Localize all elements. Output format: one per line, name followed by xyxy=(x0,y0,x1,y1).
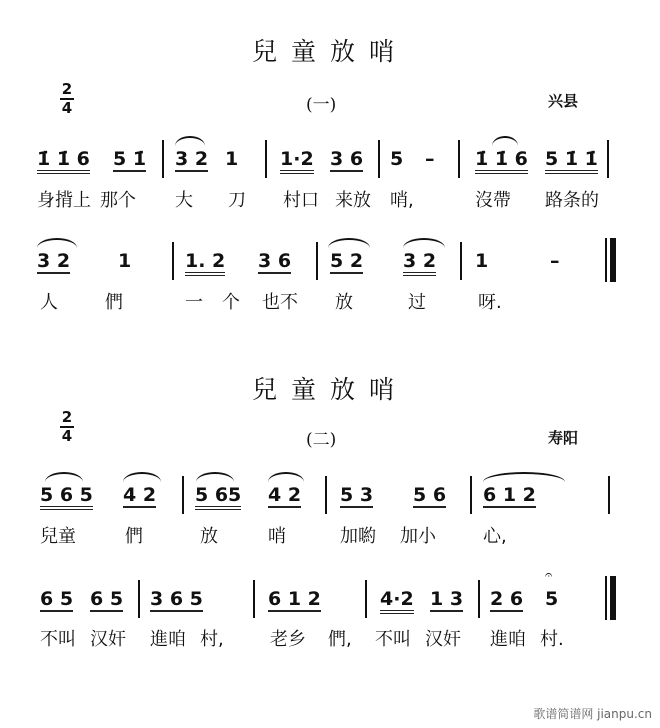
slur xyxy=(196,472,234,482)
lyric-text: 心, xyxy=(483,526,507,547)
note-group: 6 1 2 xyxy=(483,484,536,506)
note-group: – xyxy=(550,250,560,272)
meter-bottom: 4 xyxy=(61,99,73,117)
lyric-text: 們, xyxy=(328,629,352,650)
lyric-text: 不叫 xyxy=(375,629,411,650)
bar-line xyxy=(162,140,164,178)
lyric-text: 沒帶 xyxy=(475,190,511,211)
slur xyxy=(45,472,83,482)
lyric-text: 村. xyxy=(540,629,564,650)
bar-line xyxy=(608,476,610,514)
final-bar-thin xyxy=(605,576,607,620)
bar-line xyxy=(172,242,174,280)
bar-line xyxy=(458,140,460,178)
final-bar-thick xyxy=(610,576,616,620)
lyric-text: 身揹上 xyxy=(37,190,91,211)
lyric-text: 哨, xyxy=(390,190,414,211)
note-group: 5 xyxy=(390,148,404,170)
slur xyxy=(328,238,370,248)
note-group: 3 2 xyxy=(403,250,436,276)
note-group: 1 xyxy=(475,250,489,272)
note-group: 6 5 xyxy=(40,588,74,610)
lyric-text: 加小 xyxy=(400,526,436,547)
time-signature-2 xyxy=(60,410,74,444)
bar-line xyxy=(607,140,609,178)
lyric-text: 加喲 xyxy=(340,526,376,547)
lyric-text: 大 xyxy=(175,190,193,211)
lyric-text: 一 xyxy=(185,292,203,313)
fermata-icon: 𝄐 xyxy=(545,568,553,583)
slur xyxy=(403,238,445,248)
slur xyxy=(483,472,565,482)
note-group: 3 6 5 xyxy=(150,588,203,610)
bar-line xyxy=(316,242,318,280)
song-title-1: 兒童放哨 xyxy=(251,37,408,66)
note-group: 5 1̇ 1̇ xyxy=(545,148,598,174)
bar-line xyxy=(253,580,255,618)
time-signature-1 xyxy=(60,82,74,116)
lyric-text: 進咱 xyxy=(150,629,186,650)
lyric-text: 那个 xyxy=(100,190,136,211)
lyric-text: 們 xyxy=(125,526,143,547)
note-group: 3 6 xyxy=(330,148,364,170)
note-group: 1 xyxy=(225,148,239,170)
lyric-text: 村, xyxy=(200,629,224,650)
slur xyxy=(175,136,205,146)
lyric-text: 汉奸 xyxy=(90,629,126,650)
note-group: 3 2 xyxy=(37,250,71,272)
section-label-2: (二) xyxy=(306,430,337,450)
bar-line xyxy=(460,242,462,280)
lyric-text: 兒童 xyxy=(40,526,76,547)
slur xyxy=(268,472,304,482)
note-group: – xyxy=(425,148,435,170)
bar-line xyxy=(325,476,327,514)
note-group: 2 6 xyxy=(490,588,524,610)
slur xyxy=(492,136,518,146)
note-group: 5 xyxy=(545,588,559,610)
lyric-text: 来放 xyxy=(335,190,371,211)
note-group: 4 2 xyxy=(123,484,157,506)
note-group: 5 2 xyxy=(330,250,364,272)
note-group: 3 6 xyxy=(258,250,292,272)
lyric-text: 村口 xyxy=(283,190,319,211)
note-group: 4 2 xyxy=(268,484,302,506)
note-group: 5 1̇ xyxy=(113,148,147,170)
bar-line xyxy=(265,140,267,178)
lyric-text: 刀 xyxy=(228,190,246,211)
section-label-1: (一) xyxy=(306,95,337,115)
note-group: 5 3 xyxy=(340,484,374,506)
note-group: 1 xyxy=(118,250,132,272)
lyric-text: 路条的 xyxy=(545,190,599,211)
lyric-text: 不叫 xyxy=(40,629,76,650)
lyric-text: 过 xyxy=(408,292,426,313)
lyric-text: 汉奸 xyxy=(425,629,461,650)
lyric-text: 人 xyxy=(40,292,58,313)
bar-line xyxy=(470,476,472,514)
note-group: 5 65 xyxy=(195,484,241,510)
slur xyxy=(37,238,77,248)
note-group: 5 6 5 xyxy=(40,484,93,510)
note-group: 4·2 xyxy=(380,588,414,614)
note-group: 6 1 2 xyxy=(268,588,321,610)
lyric-text: 也不 xyxy=(262,292,298,313)
lyric-text: 老乡 xyxy=(270,629,306,650)
note-group: 5 6 xyxy=(413,484,447,506)
bar-line xyxy=(365,580,367,618)
meter-top: 2 xyxy=(61,80,73,98)
meter-top: 2 xyxy=(61,408,73,426)
region-label-2: 寿阳 xyxy=(548,429,579,447)
lyric-text: 們 xyxy=(105,292,123,313)
lyric-text: 放 xyxy=(335,292,353,313)
lyric-text: 个 xyxy=(222,292,240,313)
note-group: 1·2 xyxy=(280,148,314,174)
note-group: 1 3 xyxy=(430,588,464,610)
bar-line xyxy=(378,140,380,178)
note-group: 1̇ 1̇ 6 xyxy=(475,148,528,174)
watermark: 歌谱简谱网 jianpu.cn xyxy=(533,707,652,721)
note-group: 6 5 xyxy=(90,588,124,610)
slur xyxy=(123,472,161,482)
bar-line xyxy=(182,476,184,514)
meter-bottom: 4 xyxy=(61,427,73,445)
note-group: 1̇ 1̇ 6 xyxy=(37,148,90,174)
bar-line xyxy=(478,580,480,618)
lyric-text: 進咱 xyxy=(490,629,526,650)
lyric-text: 呀. xyxy=(478,292,502,313)
lyric-text: 放 xyxy=(200,526,218,547)
final-bar-thick xyxy=(610,238,616,282)
song-title-2: 兒童放哨 xyxy=(251,375,408,404)
bar-line xyxy=(138,580,140,618)
final-bar-thin xyxy=(605,238,607,282)
lyric-text: 哨 xyxy=(268,526,286,547)
note-group: 1. 2 xyxy=(185,250,225,276)
region-label-1: 兴县 xyxy=(548,92,579,110)
note-group: 3 2 xyxy=(175,148,209,170)
